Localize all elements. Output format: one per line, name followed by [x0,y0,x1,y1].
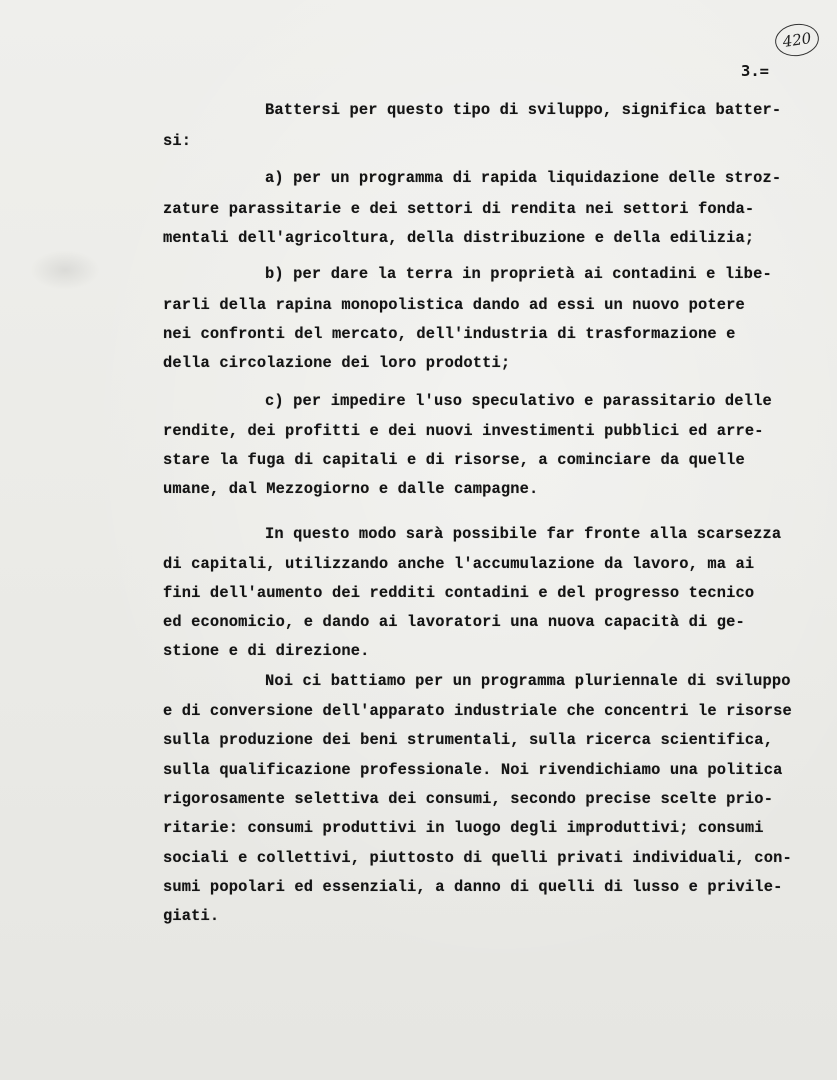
text-line: Battersi per questo tipo di sviluppo, significa batter- [265,101,782,119]
archive-stamp-number: 420 [781,29,813,51]
text-line: sulla produzione dei beni strumentali, sulla ricerca scientifica, [163,731,774,749]
text-line: della circolazione dei loro prodotti; [163,354,511,372]
text-line: stare la fuga di capitali e di risorse, a cominciare da quelle [163,451,745,469]
text-line: rarli della rapina monopolistica dando ad essi un nuovo potere [163,296,745,314]
text-line: ed economicio, e dando ai lavoratori una nuova capacità di ge- [163,613,745,631]
text-line: si: [163,132,192,150]
text-line: sulla qualificazione professionale. Noi rivendichiamo una politica [163,761,783,779]
text-line: Noi ci battiamo per un programma pluriennale di sviluppo [265,672,791,690]
text-line: e di conversione dell'apparato industriale che concentri le risorse [163,702,792,720]
text-line: In questo modo sarà possibile far fronte alla scarsezza [265,525,782,543]
text-line: zature parassitarie e dei settori di rendita nei settori fonda- [163,200,755,218]
text-line: ritarie: consumi produttivi in luogo degli improduttivi; consumi [163,819,764,837]
text-line: stione e di direzione. [163,642,370,660]
text-line: di capitali, utilizzando anche l'accumulazione da lavoro, ma ai [163,555,755,573]
page-number: 3.= [741,62,769,80]
text-line: fini dell'aumento dei redditi contadini e del progresso tecnico [163,584,755,602]
text-line: umane, dal Mezzogiorno e dalle campagne. [163,480,539,498]
text-line: sumi popolari ed essenziali, a danno di quelli di lusso e privile- [163,878,783,896]
text-line: rendite, dei profitti e dei nuovi investimenti pubblici ed arre- [163,422,764,440]
text-line: nei confronti del mercato, dell'industria di trasformazione e [163,325,736,343]
text-line: mentali dell'agricoltura, della distribuzione e della edilizia; [163,229,755,247]
text-line: giati. [163,907,220,925]
text-line: sociali e collettivi, piuttosto di quelli privati individuali, con- [163,849,792,867]
text-line: b) per dare la terra in proprietà ai contadini e libe- [265,265,772,283]
text-line: a) per un programma di rapida liquidazione delle stroz- [265,169,782,187]
text-line: c) per impedire l'uso speculativo e parassitario delle [265,392,772,410]
archive-stamp [773,21,821,59]
paper-smudge [30,250,100,290]
text-line: rigorosamente selettiva dei consumi, secondo precise scelte prio- [163,790,774,808]
